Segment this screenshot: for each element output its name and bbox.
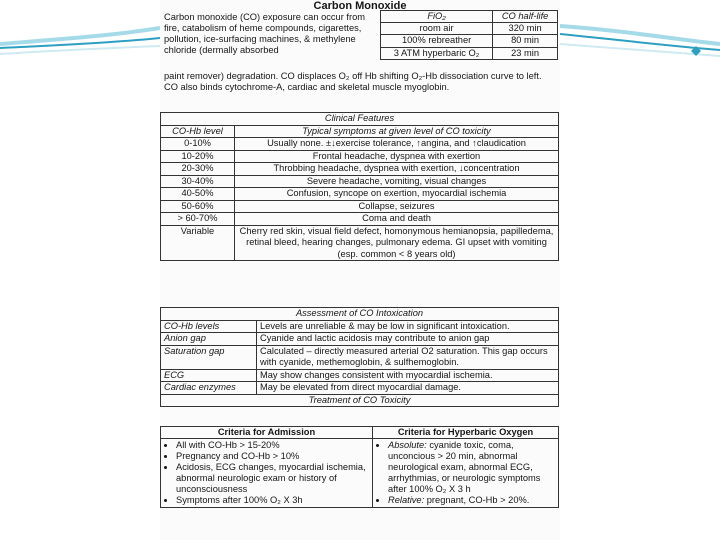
level-cell: 20-30% bbox=[161, 163, 235, 176]
level-cell: 50-60% bbox=[161, 200, 235, 213]
intro-text: Carbon monoxide (CO) exposure can occur from fire, catabolism of heme compounds, cigarettes, pollution, ice-surfacing machines, & methylene chloride (dermally absorbed bbox=[164, 12, 365, 55]
table-row bbox=[161, 333, 559, 346]
intro-continued: paint remover) degradation. CO displaces O₂ off Hb shifting O₂-Hb dissociation curve to left. CO also binds cytochrome-A, cardiac and skeletal muscle myoglobin. bbox=[164, 71, 542, 92]
fio2-cell: 3 ATM hyperbaric O₂ bbox=[381, 47, 493, 59]
hyperbaric-cell bbox=[373, 439, 559, 508]
treatment-title: Treatment of CO Toxicity bbox=[161, 394, 559, 407]
assessment-value: May be elevated from direct myocardial damage. bbox=[257, 382, 559, 395]
level-cell: 40-50% bbox=[161, 188, 235, 201]
symptom-cell: Severe headache, vomiting, visual changes bbox=[235, 175, 559, 188]
table-row bbox=[161, 200, 559, 213]
assessment-title: Assessment of CO Intoxication bbox=[161, 308, 559, 321]
list-item: • All with CO-Hb > 15-20% bbox=[176, 440, 369, 451]
level-cell: 30-40% bbox=[161, 175, 235, 188]
table-row bbox=[161, 345, 559, 369]
left-decoration bbox=[0, 0, 160, 540]
level-cell: 0-10% bbox=[161, 138, 235, 151]
admission-cell bbox=[161, 439, 373, 508]
assessment-key: CO-Hb levels bbox=[161, 320, 257, 333]
relative-label: Relative: bbox=[388, 495, 425, 505]
table-row bbox=[161, 163, 559, 176]
admission-header: Criteria for Admission bbox=[161, 427, 373, 439]
level-cell: > 60-70% bbox=[161, 213, 235, 226]
table-row bbox=[161, 320, 559, 333]
symptoms-header: Typical symptoms at given level of CO toxicity bbox=[235, 125, 559, 138]
fio2-cell: 100% rebreather bbox=[381, 35, 493, 47]
list-item: • Symptoms after 100% O₂ X 3h bbox=[176, 495, 369, 506]
assessment-value: May show changes consistent with myocardial ischemia. bbox=[257, 369, 559, 382]
clinical-title: Clinical Features bbox=[161, 113, 559, 126]
admission-list bbox=[164, 440, 369, 506]
table-row bbox=[161, 175, 559, 188]
level-cell: Variable bbox=[161, 225, 235, 261]
level-cell: 10-20% bbox=[161, 150, 235, 163]
symptom-cell: Usually none. ±↓exercise tolerance, ↑angina, and ↑claudication bbox=[235, 138, 559, 151]
table-row bbox=[161, 138, 559, 151]
list-item: • Acidosis, ECG changes, myocardial ischemia, abnormal neurologic exam or history of unconsciousness bbox=[176, 462, 369, 495]
right-decoration bbox=[560, 0, 720, 540]
table-row bbox=[161, 225, 559, 261]
table-row bbox=[381, 47, 558, 59]
absolute-text: cyanide toxic, coma, unconcious > 20 min, abnormal neurological exam, abnormal ECG, arrhythmias, or neurologic symptoms after 100% O₂ X 3 h bbox=[388, 440, 541, 494]
half-life-cell: 80 min bbox=[493, 35, 558, 47]
co-hb-level-header: CO-Hb level bbox=[161, 125, 235, 138]
symptom-cell: Throbbing headache, dyspnea with exertion, ↓concentration bbox=[235, 163, 559, 176]
assessment-key: ECG bbox=[161, 369, 257, 382]
symptom-cell: Collapse, seizures bbox=[235, 200, 559, 213]
table-row bbox=[161, 188, 559, 201]
document-page bbox=[160, 0, 560, 540]
table-row bbox=[381, 35, 558, 47]
assessment-value: Cyanide and lactic acidosis may contribute to anion gap bbox=[257, 333, 559, 346]
assessment-key: Saturation gap bbox=[161, 345, 257, 369]
table-row bbox=[161, 369, 559, 382]
criteria-table bbox=[160, 426, 559, 508]
half-life-cell: 320 min bbox=[493, 23, 558, 35]
symptom-cell: Cherry red skin, visual field defect, homonymous hemianopsia, papilledema, retinal bleed, hearing changes, pulmonary edema. GI upset with vomiting (esp. common < 8 years old) bbox=[235, 225, 559, 261]
clinical-features-table bbox=[160, 112, 559, 261]
hyperbaric-header: Criteria for Hyperbaric Oxygen bbox=[373, 427, 559, 439]
half-life-table bbox=[380, 10, 558, 60]
list-item bbox=[388, 495, 555, 506]
assessment-key: Anion gap bbox=[161, 333, 257, 346]
symptom-cell: Coma and death bbox=[235, 213, 559, 226]
table-row bbox=[161, 150, 559, 163]
table-row bbox=[381, 23, 558, 35]
list-item bbox=[388, 440, 555, 495]
assessment-value: Levels are unreliable & may be low in significant intoxication. bbox=[257, 320, 559, 333]
assessment-table bbox=[160, 307, 559, 407]
table-row bbox=[161, 213, 559, 226]
list-item: • Pregnancy and CO-Hb > 10% bbox=[176, 451, 369, 462]
page-title: Carbon Monoxide bbox=[313, 0, 407, 12]
assessment-value: Calculated – directly measured arterial O2 saturation. This gap occurs with cyanide, methemoglobin, & sulfhemoglobin. bbox=[257, 345, 559, 369]
half-life-cell: 23 min bbox=[493, 47, 558, 59]
absolute-label: Absolute: bbox=[388, 440, 427, 450]
table-row bbox=[161, 382, 559, 395]
assessment-key: Cardiac enzymes bbox=[161, 382, 257, 395]
relative-text: pregnant, CO-Hb > 20%. bbox=[424, 495, 530, 505]
symptom-cell: Frontal headache, dyspnea with exertion bbox=[235, 150, 559, 163]
fio2-cell: room air bbox=[381, 23, 493, 35]
symptom-cell: Confusion, syncope on exertion, myocardial ischemia bbox=[235, 188, 559, 201]
fio2-header: FiO₂ bbox=[381, 11, 493, 23]
half-life-header: CO half-life bbox=[493, 11, 558, 23]
hyperbaric-list bbox=[376, 440, 555, 506]
